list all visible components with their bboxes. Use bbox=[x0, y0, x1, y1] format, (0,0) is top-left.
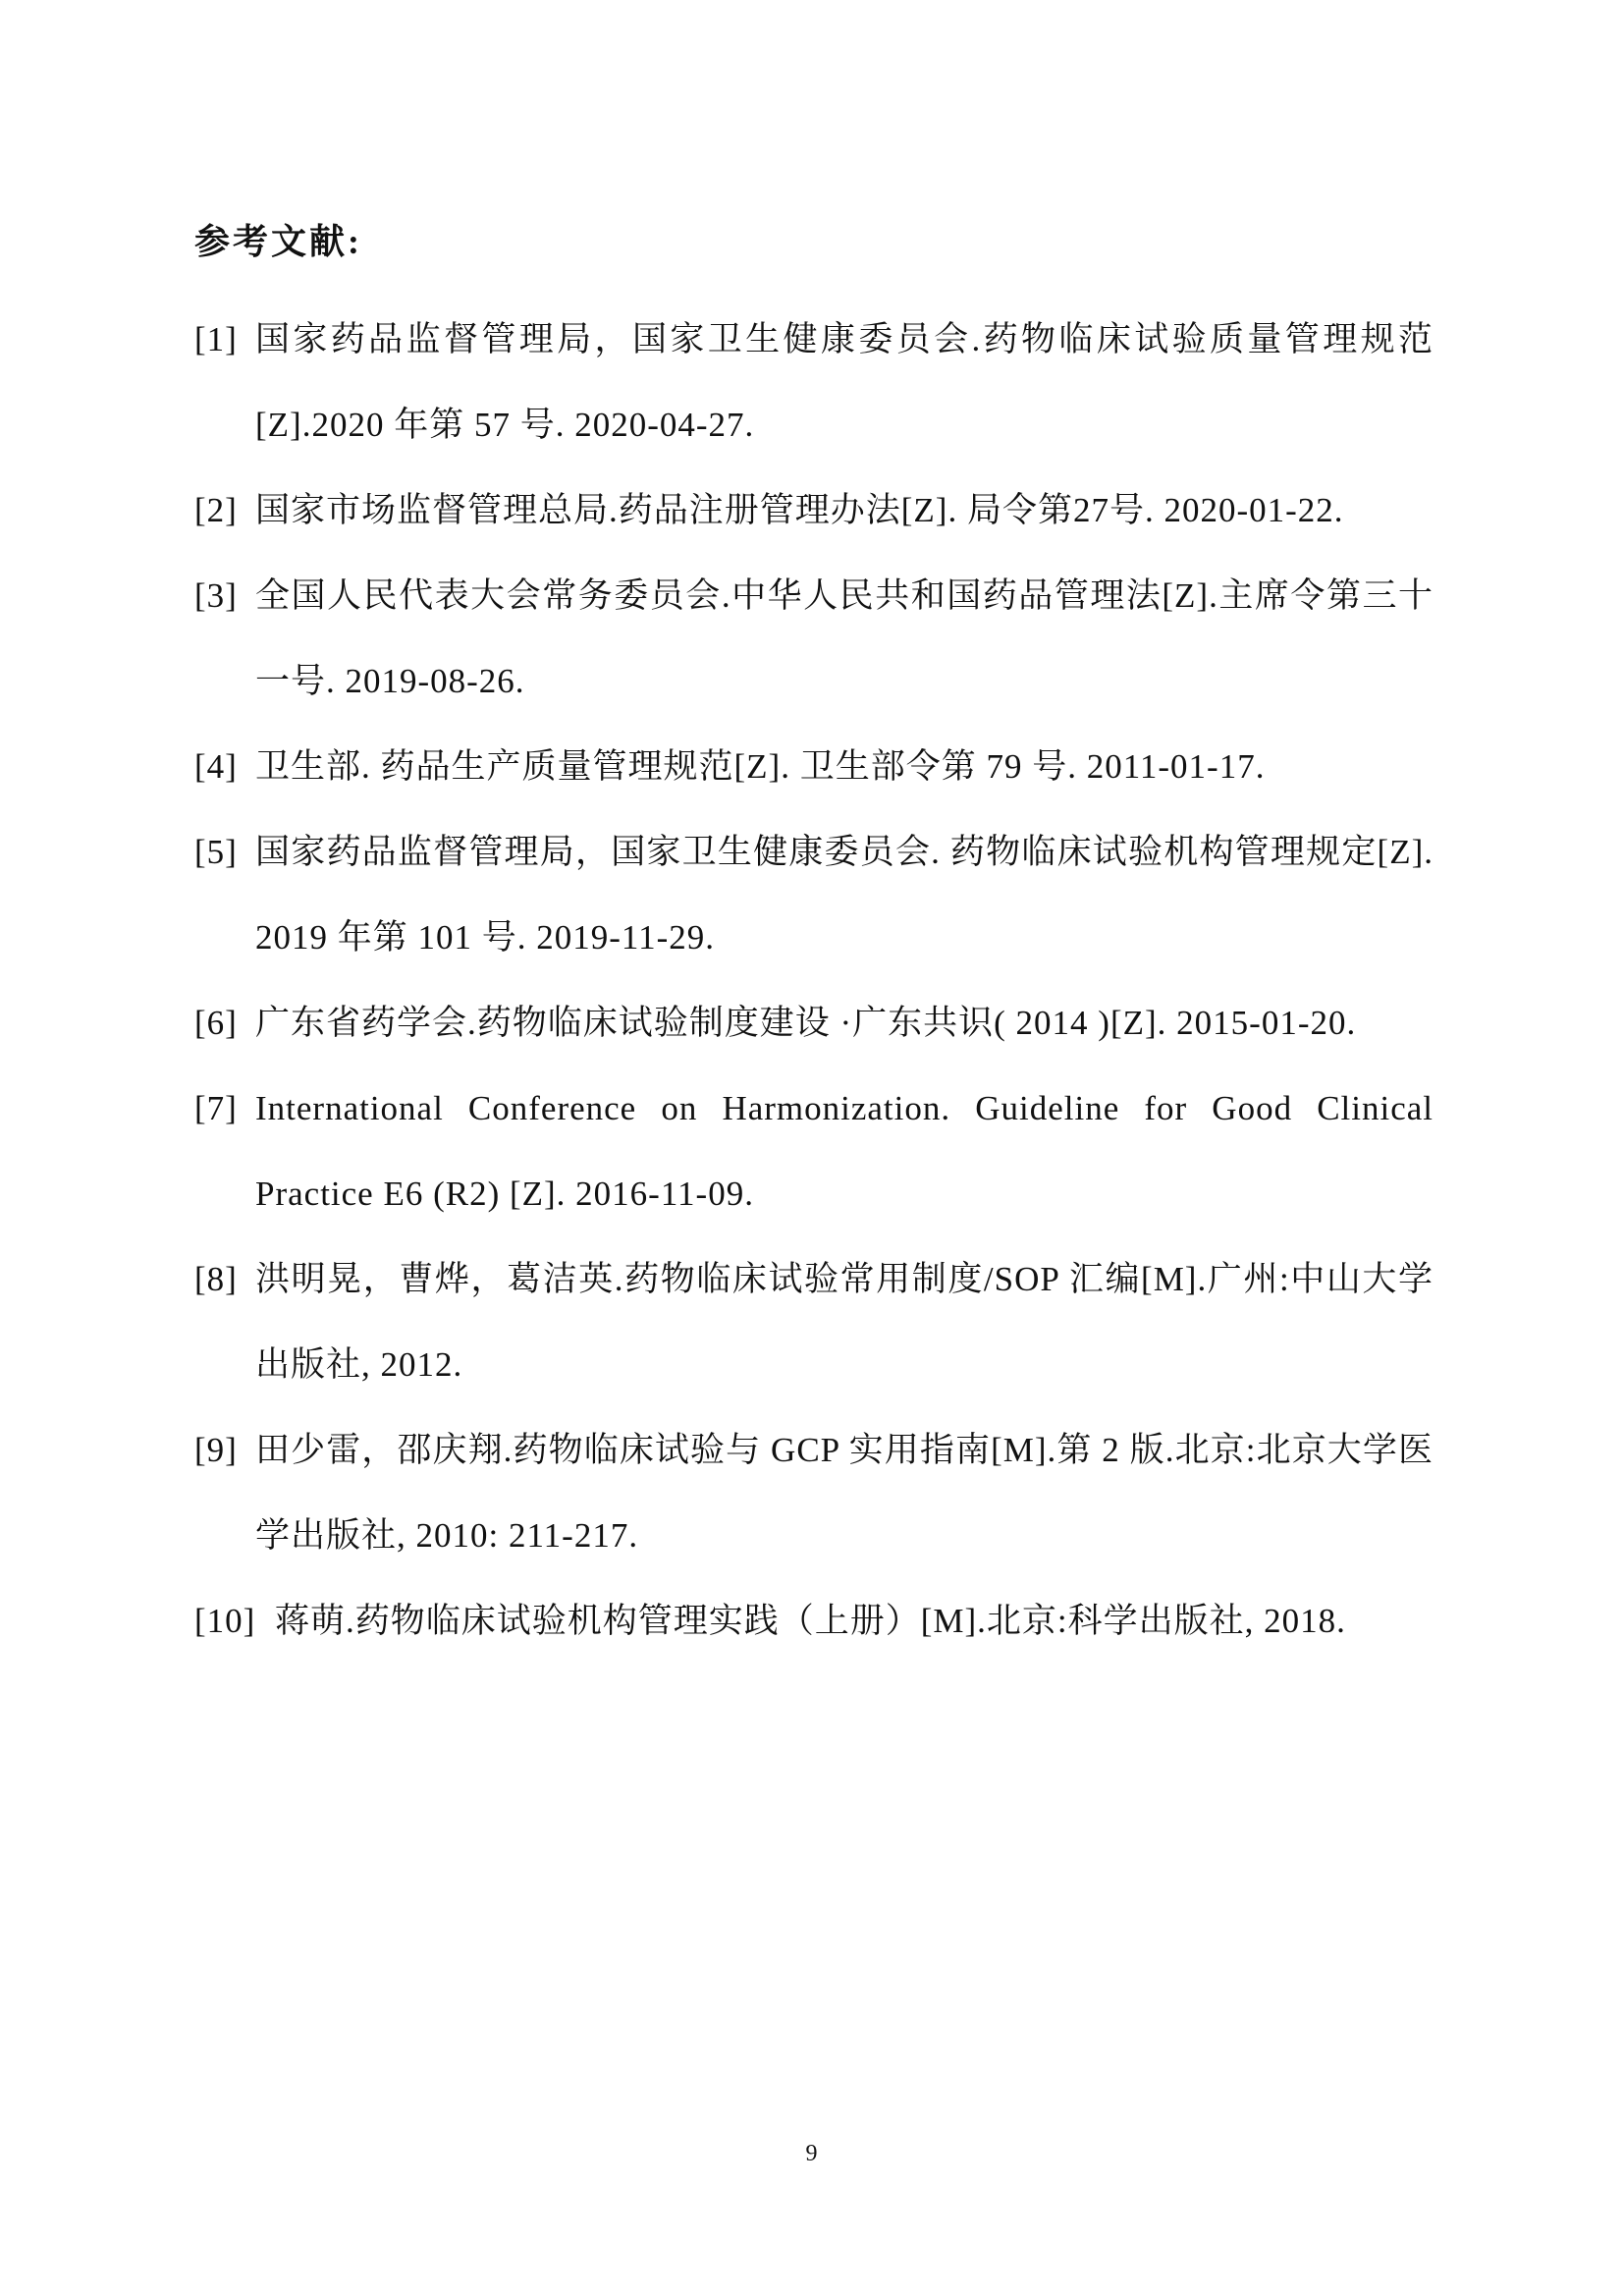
reference-item bbox=[194, 980, 1434, 1066]
reference-text: 国家药品监督管理局，国家卫生健康委员会.药物临床试验质量管理规范[Z].2020 年第 57 号. 2020-04-27. bbox=[255, 320, 1434, 444]
reference-text: 国家药品监督管理局，国家卫生健康委员会. 药物临床试验机构管理规定[Z]. 2019 年第 101 号. 2019-11-29. bbox=[255, 833, 1434, 957]
reference-number: [6] bbox=[194, 1004, 238, 1042]
reference-text: 广东省药学会.药物临床试验制度建设 ·广东共识( 2014 )[Z]. 2015-01-20. bbox=[255, 1004, 1357, 1042]
reference-number: [7] bbox=[194, 1089, 238, 1127]
reference-number: [2] bbox=[194, 491, 238, 529]
reference-text: 卫生部. 药品生产质量管理规范[Z]. 卫生部令第 79 号. 2011-01-17. bbox=[255, 747, 1266, 786]
reference-item bbox=[194, 809, 1434, 980]
reference-text: 国家市场监督管理总局.药品注册管理办法[Z]. 局令第27号. 2020-01-22. bbox=[255, 491, 1344, 529]
reference-text: International Conference on Harmonization. Guideline for Good Clinical Practice E6 (R2) [Z]. 2016-11-09. bbox=[255, 1089, 1434, 1213]
reference-item bbox=[194, 1066, 1434, 1236]
reference-number: [5] bbox=[194, 833, 238, 871]
reference-number: [4] bbox=[194, 747, 238, 786]
reference-text: 田少雷，邵庆翔.药物临床试验与 GCP 实用指南[M].第 2 版.北京:北京大学医学出版社, 2010: 211-217. bbox=[255, 1431, 1434, 1555]
reference-item bbox=[194, 553, 1434, 724]
reference-number: [8] bbox=[194, 1260, 238, 1298]
reference-text: 洪明晃，曹烨，葛洁英.药物临床试验常用制度/SOP 汇编[M].广州:中山大学出版社, 2012. bbox=[255, 1260, 1434, 1384]
reference-item bbox=[194, 724, 1434, 809]
reference-item bbox=[194, 1236, 1434, 1407]
reference-text: 全国人民代表大会常务委员会.中华人民共和国药品管理法[Z].主席令第三十一号. 2019-08-26. bbox=[255, 576, 1434, 700]
reference-item bbox=[194, 297, 1434, 467]
reference-number: [9] bbox=[194, 1431, 238, 1469]
reference-item bbox=[194, 1407, 1434, 1578]
reference-number: [1] bbox=[194, 320, 238, 358]
page-number: 9 bbox=[805, 2141, 818, 2166]
reference-item bbox=[194, 467, 1434, 553]
reference-text: 蒋萌.药物临床试验机构管理实践（上册）[M].北京:科学出版社, 2018. bbox=[275, 1602, 1346, 1640]
reference-item bbox=[194, 1578, 1434, 1664]
references-heading: 参考文献: bbox=[194, 222, 362, 261]
reference-number: [10] bbox=[194, 1602, 256, 1640]
reference-number: [3] bbox=[194, 576, 238, 615]
reference-list bbox=[194, 297, 1434, 1664]
